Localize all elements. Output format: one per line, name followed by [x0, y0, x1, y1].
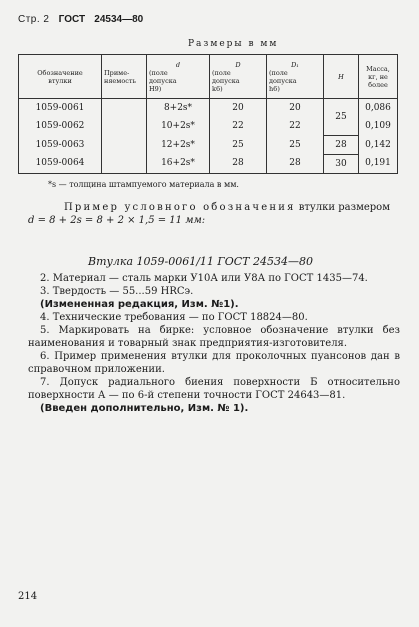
col-application: Приме- няемость — [102, 55, 147, 99]
cell-designation: 1059-0061 — [19, 99, 102, 118]
requirements-list — [28, 272, 400, 415]
cell-H: 30 — [324, 154, 359, 173]
col-mass: Масса, кг, не более — [359, 55, 398, 99]
cell-designation: 1059-0064 — [19, 154, 102, 173]
cell-D1: 25 — [267, 135, 324, 154]
cell-designation: 1059-0063 — [19, 135, 102, 154]
cell-application — [102, 154, 147, 173]
col-D1: D₁ (поле допуска h6) — [267, 55, 324, 99]
cell-mass: 0,109 — [359, 117, 398, 135]
cell-D1: 28 — [267, 154, 324, 173]
cell-mass: 0,086 — [359, 99, 398, 118]
cell-mass: 0,142 — [359, 135, 398, 154]
cell-d: 8+2s* — [147, 99, 210, 118]
col-d: d (поле допуска H9) — [147, 55, 210, 99]
cell-H: 28 — [324, 135, 359, 154]
cell-d: 12+2s* — [147, 135, 210, 154]
cell-application — [102, 99, 147, 118]
item-amendment: (Измененная редакция, Изм. №1). — [40, 299, 239, 310]
example-lead: Пример условного обозначения — [64, 202, 296, 213]
cell-d: 16+2s* — [147, 154, 210, 173]
col-D: D (поле допуска k6) — [210, 55, 267, 99]
table-row — [19, 154, 398, 173]
cell-designation: 1059-0062 — [19, 117, 102, 135]
cell-D: 25 — [210, 135, 267, 154]
item-tech-req: 4. Технические требования — по ГОСТ 18824—80. — [40, 312, 308, 323]
cell-D1: 20 — [267, 99, 324, 118]
item-marking: 5. Маркировать на бирке: условное обозначение втулки без наименования и товарный знак предприятия-изготовителя. — [28, 325, 400, 349]
cell-d: 10+2s* — [147, 117, 210, 135]
item-added: (Введен дополнительно, Изм. № 1). — [40, 403, 249, 414]
item-material: 2. Материал — сталь марки У10А или У8А по ГОСТ 1435—74. — [40, 273, 368, 284]
cell-D: 28 — [210, 154, 267, 173]
example-paragraph — [28, 201, 400, 227]
col-H: H — [324, 55, 359, 99]
cell-H: 25 — [324, 99, 359, 136]
example-formula: d = 8 + 2s = 8 + 2 × 1,5 = 11 мм: — [28, 215, 206, 226]
table-row — [19, 135, 398, 154]
table-header-row — [19, 55, 398, 99]
cell-D: 22 — [210, 117, 267, 135]
bushing-table — [18, 54, 398, 174]
page-header — [18, 14, 143, 25]
cell-D: 20 — [210, 99, 267, 118]
item-application: 6. Пример применения втулки для проколочных пуансонов дан в справочном приложении. — [28, 351, 400, 375]
table-footnote: *s — толщина штампуемого материала в мм. — [48, 180, 239, 189]
cell-D1: 22 — [267, 117, 324, 135]
table-row — [19, 99, 398, 118]
item-runout: 7. Допуск радиального биения поверхности Б относительно поверхности А — по 6-й степени точности ГОСТ 24643—81. — [28, 377, 400, 401]
gost-number: 24534—80 — [94, 14, 144, 25]
col-designation: Обозначение втулки — [19, 55, 102, 99]
example-rest: втулки размером — [295, 202, 390, 213]
page-number: 214 — [18, 591, 38, 602]
cell-mass: 0,191 — [359, 154, 398, 173]
page-label: Стр. 2 — [18, 14, 50, 25]
example-designation: Втулка 1059-0061/11 ГОСТ 24534—80 — [88, 255, 313, 268]
item-hardness: 3. Твердость — 55...59 HRCэ. — [40, 286, 194, 297]
gost-label: ГОСТ — [58, 14, 86, 25]
dimensions-caption: Размеры в мм — [188, 39, 279, 49]
cell-application — [102, 117, 147, 135]
cell-application — [102, 135, 147, 154]
